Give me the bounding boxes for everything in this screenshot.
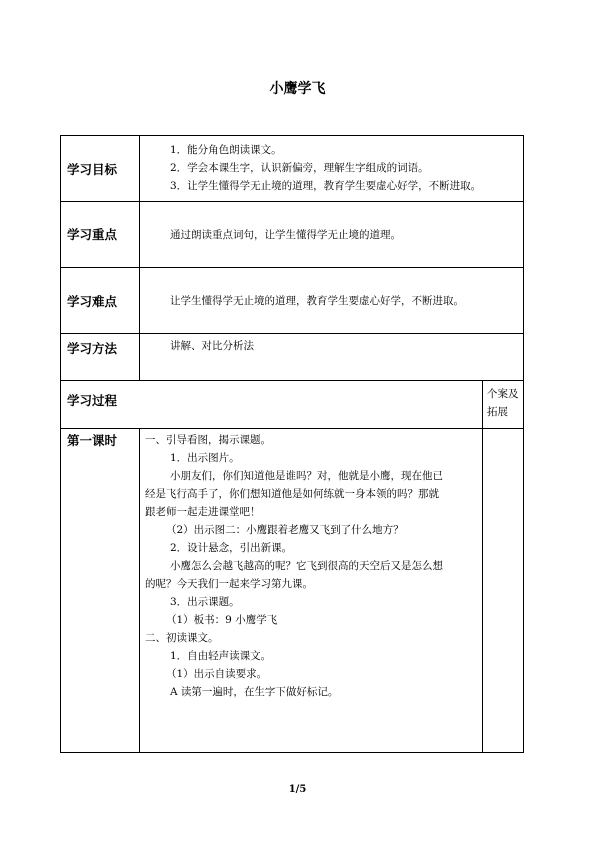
- row-key-points: [61, 202, 524, 268]
- lesson-line: 小朋友们，你们知道他是谁吗？对，他就是小鹰，现在他已: [170, 470, 443, 482]
- lesson-content-cell: [140, 429, 483, 753]
- lesson-line: 1．自由轻声读课文。: [170, 650, 272, 662]
- label-difficulties: 学习难点: [61, 268, 140, 334]
- lesson-line: 1．出示图片。: [170, 452, 240, 464]
- lesson-line: 一、引导看图，揭示课题。: [145, 434, 271, 446]
- lesson-line: （1）板书：9 小鹰学飞: [166, 614, 278, 626]
- goal-line: 1．能分角色朗读课文。: [170, 144, 282, 156]
- document-title: 小鹰学飞: [269, 81, 326, 97]
- label-methods: 学习方法: [61, 334, 140, 381]
- label-first-lesson: 第一课时: [61, 429, 140, 753]
- methods-text: 讲解、对比分析法: [170, 340, 254, 352]
- methods-cell: [140, 334, 524, 381]
- extension-header-line: 个案及: [487, 388, 519, 400]
- row-methods: [61, 334, 524, 381]
- lesson-line: （1）出示自读要求。: [166, 668, 268, 680]
- label-key-points: 学习重点: [61, 202, 140, 268]
- lesson-line: 跟老师一起走进课堂吧！: [145, 506, 261, 518]
- lesson-line: 二、初读课文。: [145, 632, 219, 644]
- lesson-line: 小鹰怎么会越飞越高的呢？它飞到很高的天空后又是怎么想: [170, 560, 443, 572]
- difficulties-cell: [140, 268, 524, 334]
- row-first-lesson: [61, 429, 524, 753]
- lesson-line: （2）出示图二：小鹰跟着老鹰又飞到了什么地方？: [166, 524, 404, 536]
- lesson-plan-table: [60, 135, 524, 753]
- extension-header-line: 拓展: [487, 406, 508, 418]
- goal-line: 3．让学生懂得学无止境的道理，教育学生要虚心好学，不断进取。: [170, 180, 482, 192]
- row-learning-goals: [61, 136, 524, 202]
- lesson-line: 3．出示课题。: [170, 596, 240, 608]
- goals-cell: [140, 136, 524, 202]
- extension-header-cell: [483, 381, 524, 429]
- lesson-line: 经是飞行高手了，你们想知道他是如何练就一身本领的吗？那就: [145, 488, 439, 500]
- row-process: [61, 381, 524, 429]
- lesson-line: 的呢？今天我们一起来学习第九课。: [145, 578, 313, 590]
- lesson-line: 2．设计悬念，引出新课。: [170, 542, 293, 554]
- key-points-cell: [140, 202, 524, 268]
- key-points-text: 通过朗读重点词句，让学生懂得学无止境的道理。: [170, 228, 401, 241]
- label-learning-goals: 学习目标: [61, 136, 140, 202]
- label-process: 学习过程: [61, 381, 483, 429]
- lesson-line: A 读第一遍时，在生字下做好标记。: [170, 686, 339, 698]
- page-number: 1/5: [288, 784, 307, 795]
- difficulties-text: 让学生懂得学无止境的道理，教育学生要虚心好学，不断进取。: [170, 294, 464, 307]
- extension-cell: [483, 429, 524, 753]
- row-difficulties: [61, 268, 524, 334]
- goal-line: 2．学会本课生字，认识新偏旁，理解生字组成的词语。: [170, 162, 429, 174]
